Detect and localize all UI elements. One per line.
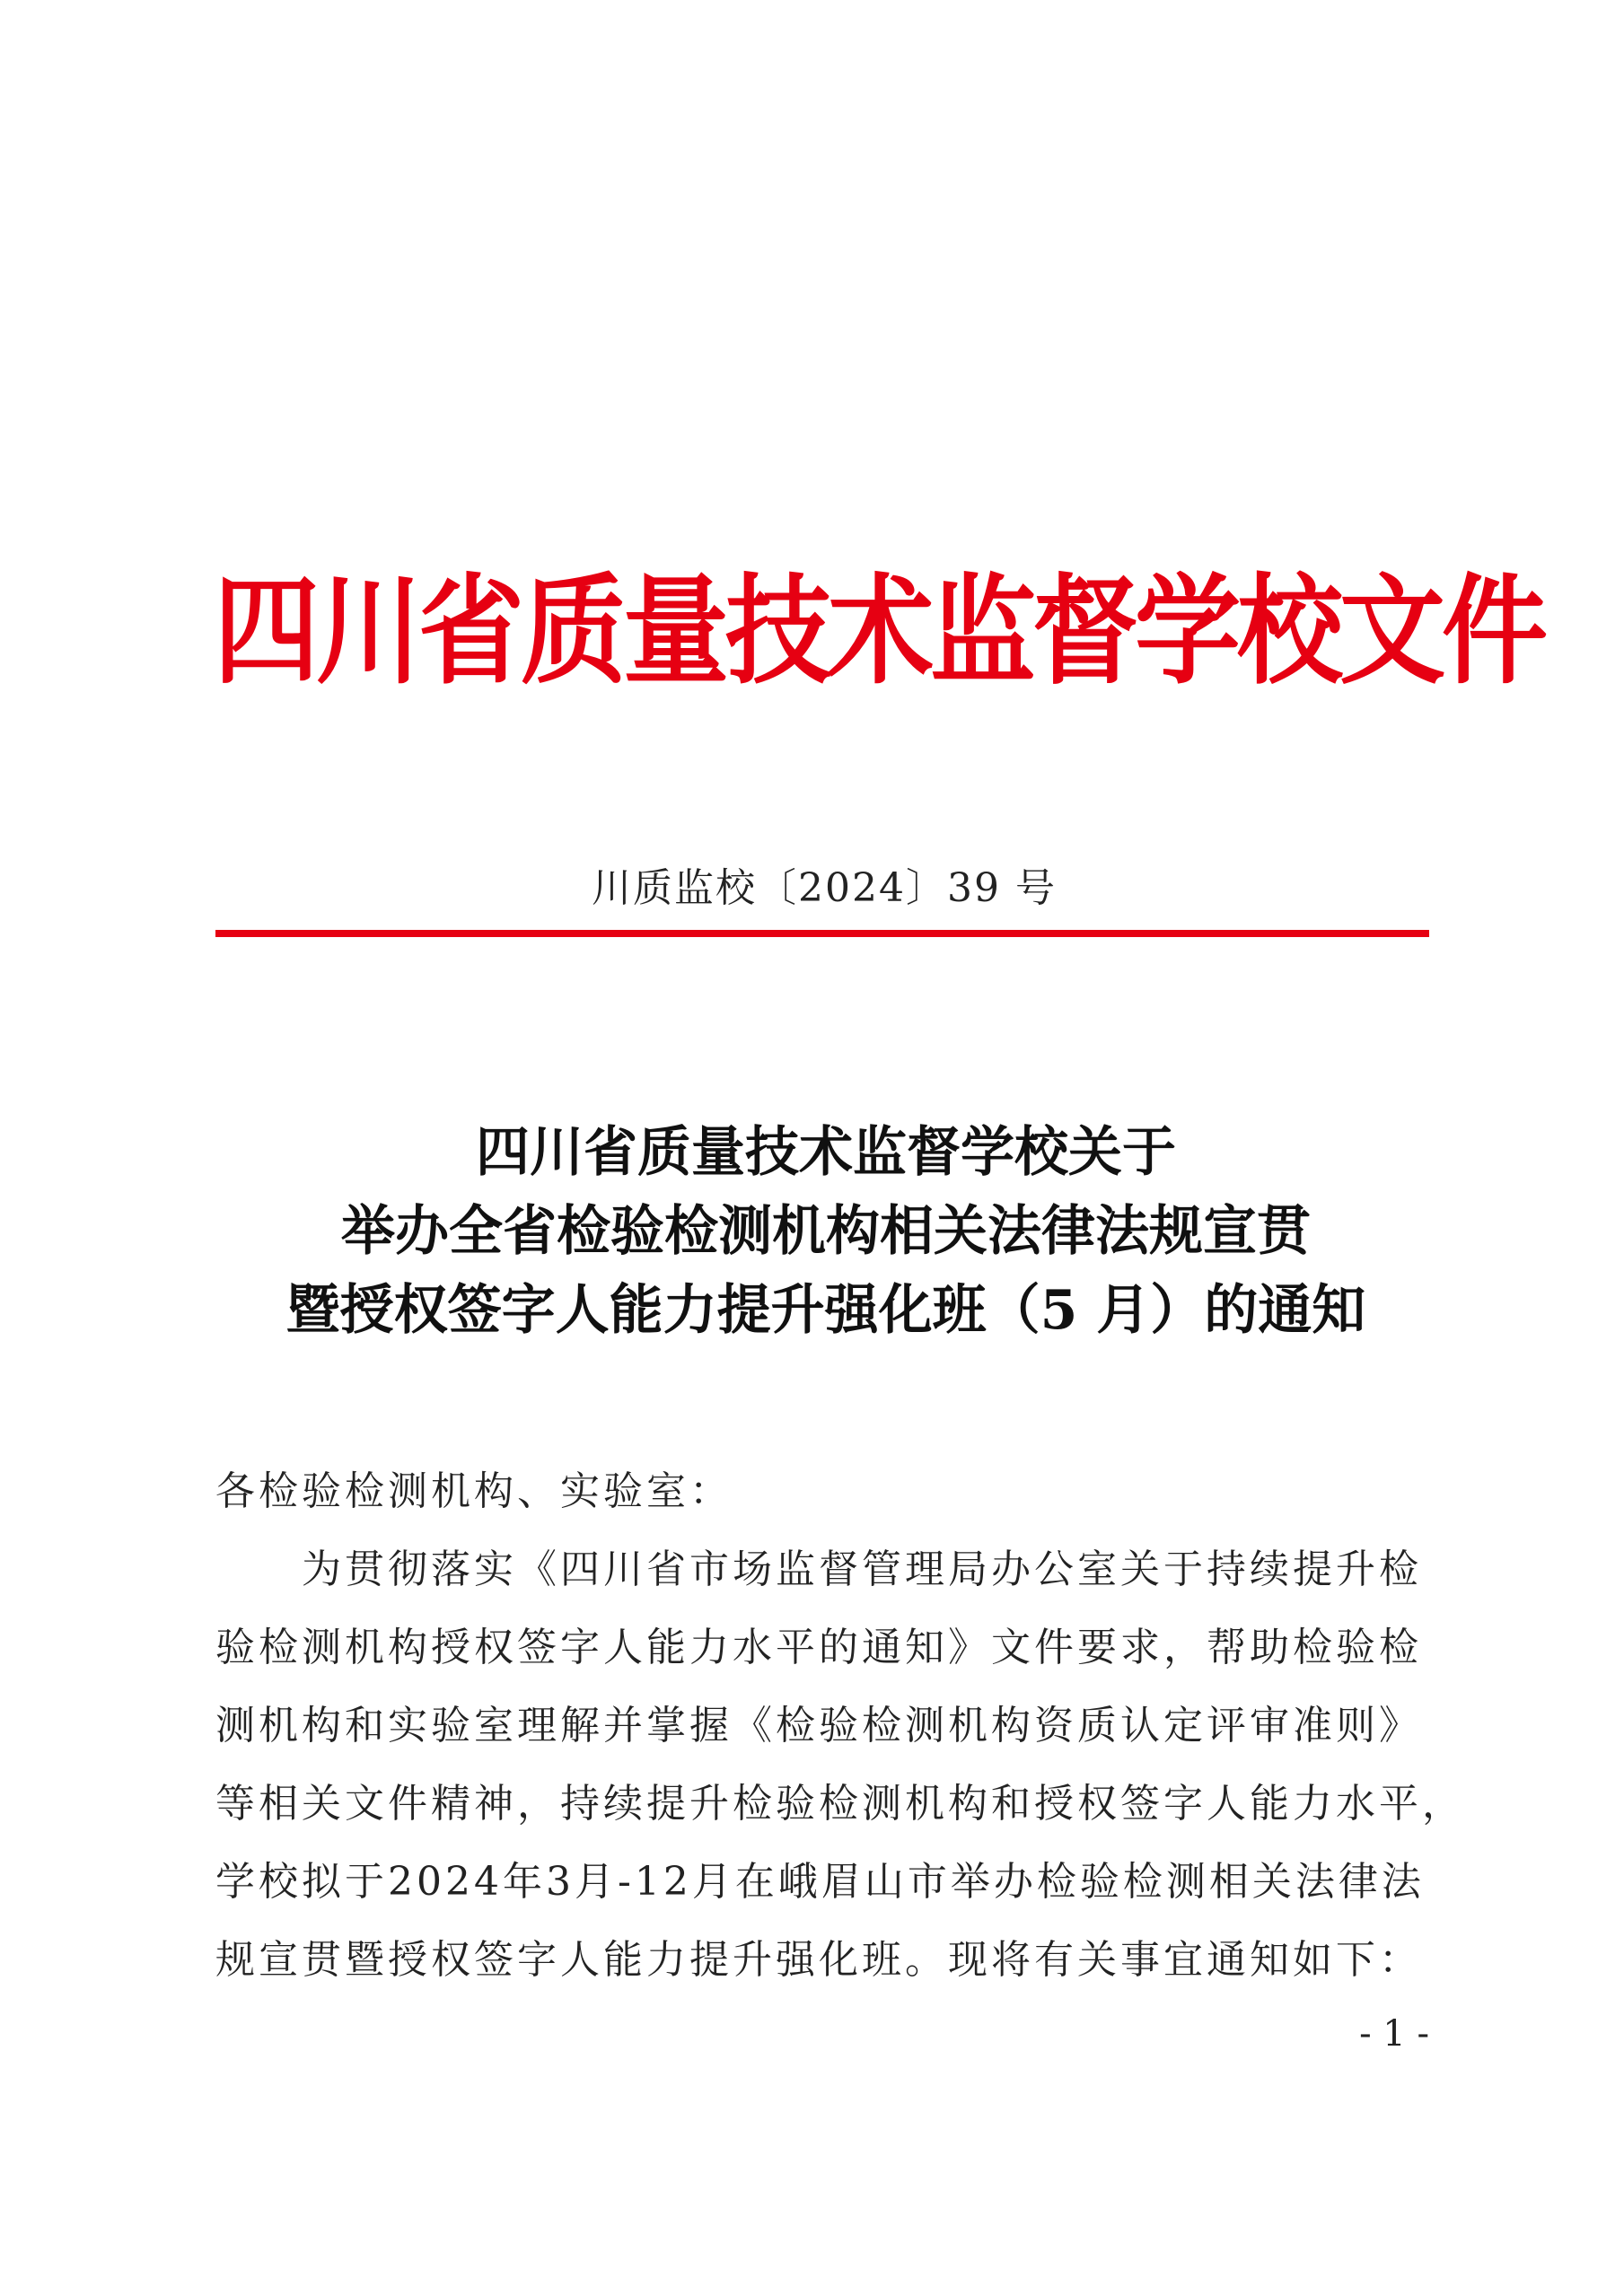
paragraph-line: 学校拟于2024年3月-12月在峨眉山市举办检验检测相关法律法	[215, 1859, 1425, 1905]
paragraph-line: 为贯彻落实《四川省市场监督管理局办公室关于持续提升检	[215, 1547, 1422, 1592]
title-line-2: 举办全省检验检测机构相关法律法规宣贯	[341, 1200, 1311, 1263]
body-text	[215, 1452, 1465, 1999]
red-divider-line	[215, 930, 1429, 937]
masthead-title: 四川省质量技术监督学校文件	[214, 561, 1545, 701]
title-line-3: 暨授权签字人能力提升强化班（5 月）的通知	[285, 1279, 1366, 1342]
document-number: 川质监校〔2024〕39 号	[592, 865, 1057, 911]
notice-title	[180, 1113, 1472, 1350]
paragraph-line: 验检测机构授权签字人能力水平的通知》文件要求，帮助检验检	[215, 1625, 1422, 1670]
salutation: 各检验检测机构、实验室：	[215, 1468, 733, 1514]
paragraph-line: 测机构和实验室理解并掌握《检验检测机构资质认定评审准则》	[215, 1703, 1422, 1748]
paragraph-line: 规宣贯暨授权签字人能力提升强化班。现将有关事宜通知如下：	[215, 1937, 1422, 1983]
title-line-1: 四川省质量技术监督学校关于	[476, 1121, 1176, 1184]
paragraph-line: 等相关文件精神，持续提升检验检测机构和授权签字人能力水平，	[215, 1781, 1465, 1827]
page-number: - 1 -	[1359, 2013, 1429, 2055]
